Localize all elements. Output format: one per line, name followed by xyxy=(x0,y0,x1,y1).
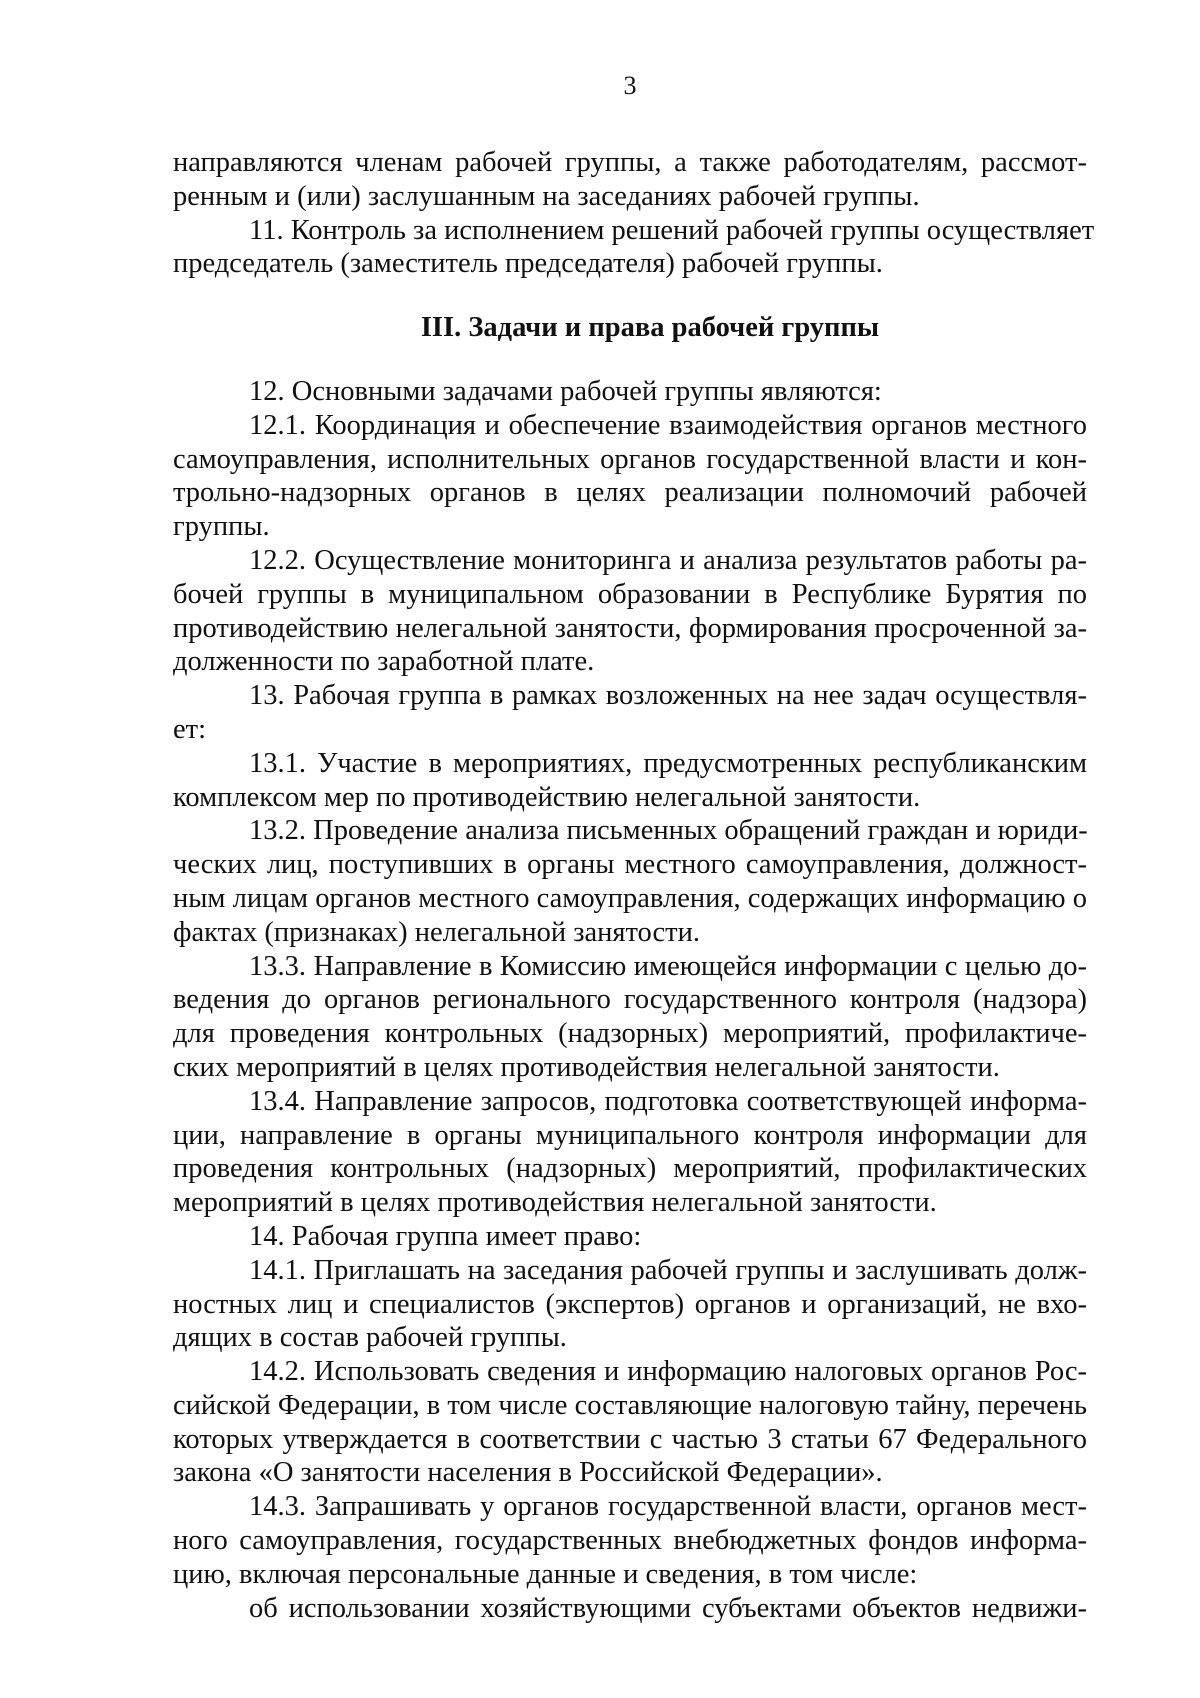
text-line: 13. Рабочая группа в рамках возложенных на нее задач осуществля- xyxy=(249,680,1087,712)
text-line: комплексом мер по противодействию нелегальной занятости. xyxy=(173,781,921,813)
text-line: ностных лиц и специалистов (экспертов) органов и организаций, не вхо- xyxy=(173,1288,1087,1320)
text-line: ции, направление в органы муниципального контроля информации для xyxy=(173,1119,1087,1151)
text-line: проведения контрольных (надзорных) мероприятий, профилактических xyxy=(173,1153,1087,1185)
text-line: дящих в состав рабочей группы. xyxy=(173,1322,567,1354)
text-line: цию, включая персональные данные и сведения, в том числе: xyxy=(173,1558,918,1590)
text-line: председатель (заместитель председателя) рабочей группы. xyxy=(173,248,883,280)
text-line: ческих лиц, поступивших в органы местного самоуправления, должност- xyxy=(173,849,1087,881)
text-line: об использовании хозяйствующими субъектами объектов недвижи- xyxy=(249,1592,1087,1624)
document-body xyxy=(173,146,1095,1625)
text-line: 13.4. Направление запросов, подготовка соответствующей информа- xyxy=(249,1085,1087,1117)
text-line: ного самоуправления, государственных внебюджетных фондов информа- xyxy=(173,1525,1087,1557)
text-line: противодействию нелегальной занятости, формирования просроченной за- xyxy=(173,612,1087,644)
text-line: 12. Основными задачами рабочей группы являются: xyxy=(249,375,882,407)
text-line: 14. Рабочая группа имеет право: xyxy=(249,1220,642,1252)
text-line: мероприятий в целях противодействия нелегальной занятости. xyxy=(173,1187,937,1219)
text-line: ведения до органов регионального государственного контроля (надзора) xyxy=(173,984,1087,1016)
text-line: 13.2. Проведение анализа письменных обращений граждан и юриди- xyxy=(249,815,1088,847)
page-number: 3 xyxy=(623,71,637,100)
section-heading: III. Задачи и права рабочей группы xyxy=(420,312,880,344)
text-line: 11. Контроль за исполнением решений рабочей группы осуществляет xyxy=(249,214,1095,246)
text-line: самоуправления, исполнительных органов государственной власти и кон- xyxy=(173,443,1087,475)
text-line: для проведения контрольных (надзорных) мероприятий, профилактиче- xyxy=(173,1018,1087,1050)
section-content xyxy=(173,375,1087,1625)
text-line: долженности по заработной плате. xyxy=(173,646,595,678)
text-line: 13.3. Направление в Комиссию имеющейся информации с целью до- xyxy=(249,950,1087,982)
text-line: ным лицам органов местного самоуправления, содержащих информацию о xyxy=(173,882,1087,914)
text-line: 12.2. Осуществление мониторинга и анализа результатов работы ра- xyxy=(249,544,1087,576)
text-line: 13.1. Участие в мероприятиях, предусмотренных республиканским xyxy=(249,747,1087,779)
text-line: направляются членам рабочей группы, а также работодателям, рассмот- xyxy=(173,147,1087,178)
text-line: 14.1. Приглашать на заседания рабочей группы и заслушивать долж- xyxy=(249,1254,1087,1286)
text-line: ет: xyxy=(173,713,207,745)
text-line: 12.1. Координация и обеспечение взаимодействия органов местного xyxy=(249,409,1087,441)
section-continuation xyxy=(173,146,1095,281)
text-line: которых утверждается в соответствии с частью 3 статьи 67 Федерального xyxy=(173,1423,1087,1455)
text-line: фактах (признаках) нелегальной занятости. xyxy=(173,916,700,948)
text-line: сийской Федерации, в том числе составляющие налоговую тайну, перечень xyxy=(173,1389,1087,1421)
text-line: ских мероприятий в целях противодействия нелегальной занятости. xyxy=(173,1051,1000,1083)
text-line: 14.2. Использовать сведения и информацию налоговых органов Рос- xyxy=(249,1356,1087,1388)
text-line: 14.3. Запрашивать у органов государственной власти, органов мест- xyxy=(249,1491,1087,1523)
text-line: ренным и (или) заслушанным на заседаниях рабочей группы. xyxy=(173,180,920,212)
text-line: трольно-надзорных органов в целях реализации полномочий рабочей xyxy=(173,477,1087,509)
text-line: группы. xyxy=(173,511,270,543)
text-line: бочей группы в муниципальном образовании в Республике Бурятия по xyxy=(173,578,1087,610)
text-line: закона «О занятости населения в Российской Федерации». xyxy=(173,1457,883,1489)
